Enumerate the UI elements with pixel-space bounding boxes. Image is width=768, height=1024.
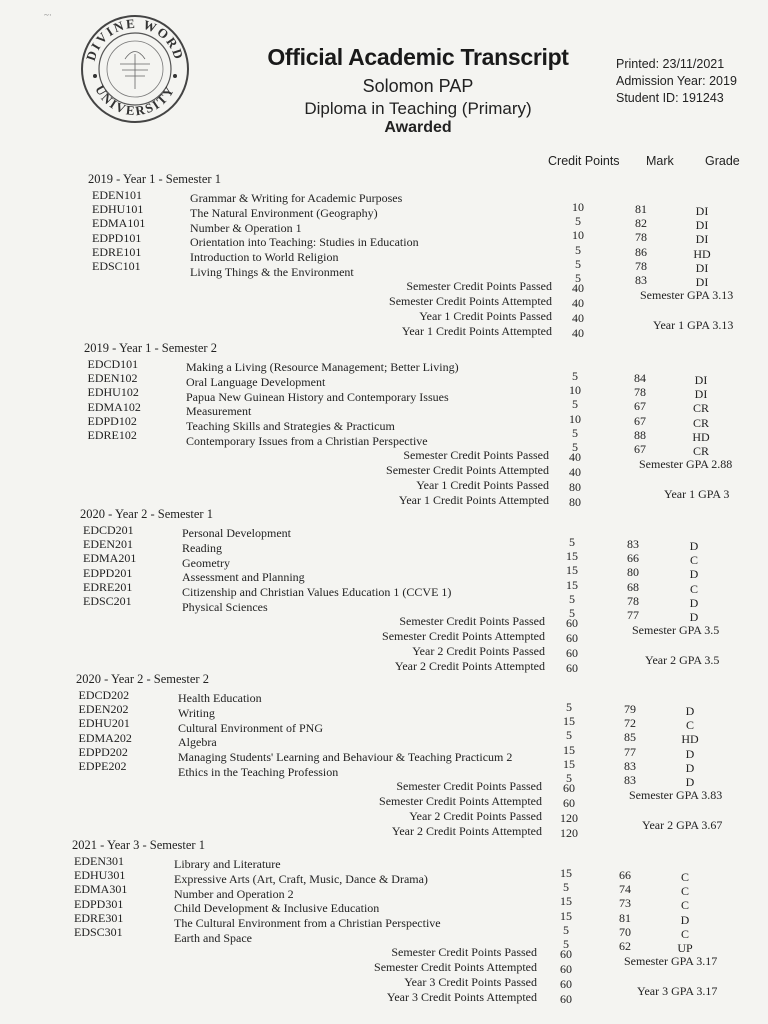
course-name: Making a Living (Resource Management; Better Living) <box>186 360 459 374</box>
course-grade: D <box>689 610 699 624</box>
course-name: Cultural Environment of PNG <box>178 720 323 735</box>
course-code: EDEN201 <box>83 537 133 552</box>
course-name: Grammar & Writing for Academic Purposes <box>190 191 403 205</box>
course-mark: 88 <box>634 427 646 442</box>
summary-label: Year 2 Credit Points Passed <box>412 644 545 659</box>
semester-heading: 2020 - Year 2 - Semester 2 <box>76 672 209 686</box>
course-grade: DI <box>695 232 709 247</box>
course-mark: 62 <box>619 939 631 953</box>
course-credit: 5 <box>575 214 581 229</box>
course-credit: 15 <box>563 714 575 729</box>
course-credit: 15 <box>566 563 578 578</box>
course-credit: 10 <box>572 228 584 243</box>
semester-heading: 2020 - Year 2 - Semester 1 <box>80 507 213 521</box>
course-credit: 15 <box>566 549 578 564</box>
course-credit: 5 <box>575 271 581 285</box>
course-code: EDMA301 <box>74 882 128 897</box>
summary-value: 40 <box>569 465 581 480</box>
summary-label: Semester Credit Points Attempted <box>382 629 545 644</box>
semester-heading: 2021 - Year 3 - Semester 1 <box>72 838 205 852</box>
course-code: EDPD202 <box>78 744 128 759</box>
course-name: Number and Operation 2 <box>174 886 294 901</box>
course-name: Papua New Guinean History and Contemporary Issues <box>186 389 449 404</box>
summary-value: 60 <box>563 796 575 811</box>
summary-value: 60 <box>566 661 578 676</box>
admission-year: Admission Year: 2019 <box>616 74 737 88</box>
course-name: Managing Students' Learning and Behaviour & Teaching Practicum 2 <box>178 750 513 765</box>
course-code: EDRE301 <box>74 910 124 925</box>
course-name: Assessment and Planning <box>182 570 305 585</box>
course-grade: C <box>680 898 689 913</box>
summary-value: 120 <box>560 811 578 826</box>
semester-heading: 2019 - Year 1 - Semester 1 <box>88 172 221 186</box>
scan-mark: ~· <box>44 10 52 20</box>
course-grade: D <box>689 567 699 582</box>
course-grade: D <box>685 775 695 789</box>
course-credit: 10 <box>572 200 584 214</box>
course-mark: 67 <box>634 442 646 456</box>
summary-value: 60 <box>560 992 572 1007</box>
summary-value: 60 <box>566 616 578 631</box>
summary-label: Year 1 Credit Points Attempted <box>398 493 549 508</box>
course-code: EDPE202 <box>78 759 127 773</box>
course-name: Earth and Space <box>174 931 252 945</box>
course-code: EDCD101 <box>87 357 139 371</box>
course-mark: 77 <box>624 744 636 759</box>
course-name: Physical Sciences <box>182 600 268 614</box>
semester-gpa: Semester GPA 3.5 <box>632 623 720 638</box>
course-code: EDEN202 <box>78 702 129 717</box>
course-code: EDCD202 <box>78 688 130 702</box>
course-grade: C <box>689 581 698 596</box>
summary-label: Year 3 Credit Points Passed <box>404 975 537 990</box>
course-code: EDMA202 <box>78 730 132 745</box>
summary-value: 40 <box>572 296 584 311</box>
summary-value: 60 <box>560 947 572 962</box>
year-gpa: Year 2 GPA 3.67 <box>642 818 723 833</box>
course-code: EDHU201 <box>78 716 130 731</box>
summary-label: Semester Credit Points Attempted <box>386 463 549 478</box>
course-grade: UP <box>677 941 693 955</box>
course-credit: 10 <box>569 383 581 398</box>
course-credit: 5 <box>566 700 572 714</box>
course-credit: 5 <box>575 256 581 271</box>
summary-value: 60 <box>563 781 575 796</box>
course-grade: DI <box>695 275 709 289</box>
course-mark: 83 <box>624 758 636 773</box>
course-mark: 81 <box>619 910 631 925</box>
course-code: EDSC101 <box>92 259 141 273</box>
summary-label: Year 2 Credit Points Attempted <box>391 824 542 839</box>
course-name: Geometry <box>182 555 230 570</box>
summary-value: 60 <box>560 977 572 992</box>
program-name: Diploma in Teaching (Primary) <box>304 99 532 118</box>
course-mark: 77 <box>627 608 639 622</box>
summary-value: 40 <box>572 281 584 296</box>
course-credit: 5 <box>566 771 572 785</box>
university-seal <box>80 14 190 124</box>
summary-label: Year 1 Credit Points Attempted <box>401 324 552 339</box>
semester-gpa: Semester GPA 3.17 <box>624 954 718 969</box>
column-header-credit: Credit Points <box>548 154 620 168</box>
course-grade: HD <box>681 732 699 747</box>
course-credit: 5 <box>572 369 578 383</box>
student-name: Solomon PAP <box>362 76 474 96</box>
course-name: Ethics in the Teaching Profession <box>178 765 339 779</box>
course-code: EDRE102 <box>87 428 137 442</box>
summary-label: Semester Credit Points Passed <box>391 945 537 960</box>
course-credit: 5 <box>572 425 578 440</box>
summary-value: 60 <box>566 646 578 661</box>
printed-date: Printed: 23/11/2021 <box>616 57 725 71</box>
course-credit: 5 <box>569 606 575 620</box>
course-credit: 10 <box>569 411 581 426</box>
summary-value: 120 <box>560 826 578 841</box>
course-code: EDMA201 <box>83 551 137 566</box>
summary-label: Year 3 Credit Points Attempted <box>386 990 537 1005</box>
course-grade: C <box>680 884 689 899</box>
course-code: EDRE101 <box>92 244 142 259</box>
course-mark: 66 <box>619 868 631 882</box>
course-name: Library and Literature <box>174 857 281 871</box>
course-code: EDHU301 <box>74 868 126 883</box>
course-grade: CR <box>692 444 709 458</box>
summary-label: Semester Credit Points Attempted <box>379 794 542 809</box>
course-name: Child Development & Inclusive Education <box>174 901 380 916</box>
course-mark: 83 <box>635 273 647 287</box>
course-grade: CR <box>692 401 709 416</box>
course-code: EDPD101 <box>92 230 142 245</box>
course-mark: 80 <box>627 565 639 580</box>
course-credit: 5 <box>575 242 581 257</box>
course-mark: 67 <box>634 413 646 428</box>
course-mark: 84 <box>634 371 646 385</box>
course-grade: D <box>685 746 695 761</box>
summary-value: 60 <box>566 631 578 646</box>
course-credit: 15 <box>563 742 575 757</box>
year-gpa: Year 1 GPA 3.13 <box>653 318 734 333</box>
course-grade: D <box>689 539 699 553</box>
course-mark: 86 <box>635 244 647 259</box>
semester-gpa: Semester GPA 3.83 <box>629 788 723 803</box>
course-mark: 83 <box>627 537 639 551</box>
course-mark: 78 <box>627 593 639 608</box>
column-header-mark: Mark <box>646 154 674 168</box>
summary-label: Semester Credit Points Passed <box>406 279 552 294</box>
course-mark: 70 <box>619 924 631 939</box>
course-code: EDPD201 <box>83 565 133 580</box>
course-code: EDEN102 <box>87 371 138 386</box>
course-code: EDSC201 <box>83 594 132 608</box>
course-name: Living Things & the Environment <box>190 265 354 279</box>
course-mark: 67 <box>634 399 646 414</box>
summary-value: 40 <box>569 450 581 465</box>
course-mark: 79 <box>624 702 636 716</box>
svg-text:DIVINE WORD: DIVINE WORD <box>82 15 188 63</box>
course-grade: C <box>680 926 689 941</box>
course-grade: HD <box>692 429 710 444</box>
svg-text:UNIVERSITY: UNIVERSITY <box>92 82 178 119</box>
semester-gpa: Semester GPA 2.88 <box>639 457 733 472</box>
award-status: Awarded <box>384 119 452 136</box>
course-code: EDMA101 <box>92 216 146 231</box>
year-gpa: Year 2 GPA 3.5 <box>645 653 720 668</box>
course-code: EDSC301 <box>74 925 123 939</box>
course-code: EDMA102 <box>87 399 141 414</box>
course-grade: D <box>685 760 695 775</box>
course-mark: 72 <box>624 716 636 731</box>
summary-value: 80 <box>569 495 581 510</box>
course-name: Health Education <box>178 691 262 705</box>
course-credit: 15 <box>560 866 572 880</box>
course-grade: CR <box>692 415 709 430</box>
course-mark: 78 <box>635 258 647 273</box>
semester-gpa: Semester GPA 3.13 <box>640 288 734 303</box>
course-name: The Natural Environment (Geography) <box>190 205 378 220</box>
course-mark: 81 <box>635 202 647 216</box>
course-name: Introduction to World Religion <box>190 250 339 265</box>
course-grade: DI <box>694 387 708 402</box>
course-name: Contemporary Issues from a Christian Perspective <box>186 434 428 448</box>
course-grade: DI <box>694 373 708 387</box>
column-header-grade: Grade <box>705 154 740 168</box>
course-credit: 5 <box>563 922 569 937</box>
course-grade: D <box>689 595 699 610</box>
summary-label: Semester Credit Points Passed <box>396 779 542 794</box>
course-grade: DI <box>695 218 709 233</box>
course-mark: 73 <box>619 896 631 911</box>
course-grade: C <box>689 553 698 568</box>
course-name: Personal Development <box>182 526 291 540</box>
summary-label: Year 2 Credit Points Passed <box>409 809 542 824</box>
course-grade: HD <box>693 246 711 261</box>
summary-label: Semester Credit Points Attempted <box>374 960 537 975</box>
summary-label: Year 1 Credit Points Passed <box>416 478 549 493</box>
summary-value: 40 <box>572 311 584 326</box>
course-name: The Cultural Environment from a Christian Perspective <box>174 916 441 931</box>
course-name: Citizenship and Christian Values Education 1 (CCVE 1) <box>182 585 452 600</box>
course-credit: 15 <box>560 894 572 909</box>
course-name: Orientation into Teaching: Studies in Education <box>190 235 419 250</box>
year-gpa: Year 1 GPA 3 <box>664 487 730 502</box>
course-mark: 78 <box>635 230 647 245</box>
course-mark: 66 <box>627 551 639 566</box>
course-credit: 5 <box>572 440 578 454</box>
student-id: Student ID: 191243 <box>616 91 724 105</box>
summary-label: Year 2 Credit Points Attempted <box>394 659 545 674</box>
course-name: Oral Language Development <box>186 374 326 389</box>
course-grade: D <box>680 912 690 927</box>
course-code: EDRE201 <box>83 579 133 594</box>
summary-label: Semester Credit Points Passed <box>399 614 545 629</box>
summary-value: 60 <box>560 962 572 977</box>
course-mark: 74 <box>619 882 631 897</box>
course-credit: 15 <box>563 756 575 771</box>
course-code: EDEN101 <box>92 188 142 202</box>
course-credit: 15 <box>560 908 572 923</box>
course-code: EDCD201 <box>83 523 134 537</box>
course-credit: 15 <box>566 577 578 592</box>
course-name: Teaching Skills and Strategies & Practicum <box>186 419 395 434</box>
course-code: EDPD102 <box>87 413 137 428</box>
course-mark: 83 <box>624 773 636 787</box>
course-grade: C <box>680 870 689 884</box>
summary-value: 80 <box>569 480 581 495</box>
course-grade: DI <box>695 204 709 218</box>
course-name: Algebra <box>178 735 217 750</box>
summary-label: Year 1 Credit Points Passed <box>419 309 552 324</box>
course-mark: 68 <box>627 579 639 594</box>
course-name: Reading <box>182 540 222 555</box>
course-name: Expressive Arts (Art, Craft, Music, Dance & Drama) <box>174 871 428 886</box>
course-name: Number & Operation 1 <box>190 220 302 235</box>
course-credit: 5 <box>566 728 572 743</box>
course-code: EDHU102 <box>87 385 139 400</box>
course-code: EDHU101 <box>92 202 144 217</box>
course-credit: 5 <box>569 591 575 606</box>
course-grade: DI <box>695 260 709 275</box>
course-grade: C <box>685 718 694 733</box>
summary-label: Semester Credit Points Passed <box>403 448 549 463</box>
course-mark: 82 <box>635 216 647 231</box>
course-credit: 5 <box>563 880 569 895</box>
document-title: Official Academic Transcript <box>267 44 569 70</box>
course-credit: 5 <box>563 937 569 951</box>
course-credit: 5 <box>572 397 578 412</box>
year-gpa: Year 3 GPA 3.17 <box>637 984 718 999</box>
course-code: EDEN301 <box>74 854 124 868</box>
course-name: Writing <box>178 705 215 720</box>
course-grade: D <box>685 704 695 718</box>
course-mark: 78 <box>634 385 646 400</box>
course-name: Measurement <box>186 404 252 419</box>
course-credit: 5 <box>569 535 575 549</box>
semester-heading: 2019 - Year 1 - Semester 2 <box>84 341 217 355</box>
summary-label: Semester Credit Points Attempted <box>389 294 552 309</box>
course-code: EDPD301 <box>74 896 124 911</box>
summary-value: 40 <box>572 326 584 341</box>
course-mark: 85 <box>624 730 636 745</box>
